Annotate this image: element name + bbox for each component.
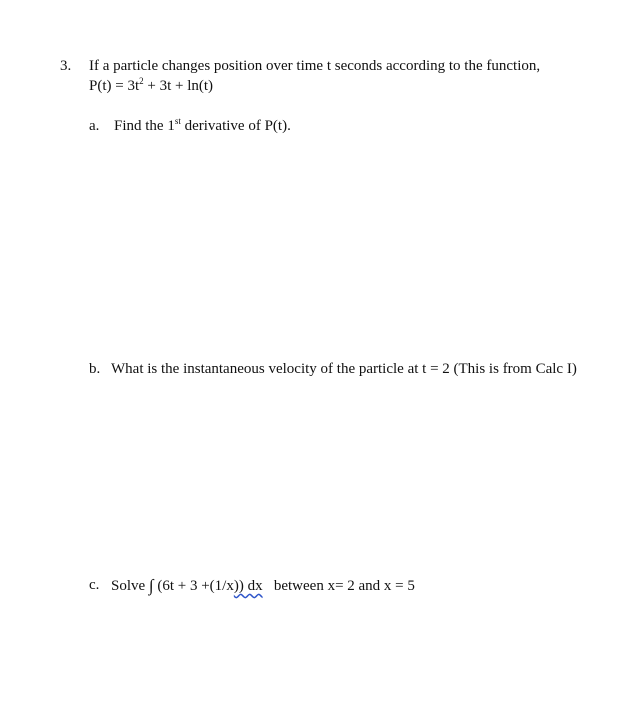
function-rhs: + 3t + ln(t) [143, 78, 214, 94]
part-a-text-post: derivative of P(t). [180, 118, 291, 134]
part-a-text-pre: Find the 1 [114, 118, 175, 134]
function-exponent: 2 [139, 76, 144, 86]
part-a-text [114, 117, 291, 135]
part-c-bounds: between x= 2 and x = 5 [273, 578, 415, 594]
function-lhs: P(t) = 3t [89, 78, 140, 94]
part-c-solve: Solve [111, 578, 146, 594]
part-c-letter: c. [89, 577, 100, 593]
part-c-integrand-spellcheck: )) dx [233, 578, 263, 594]
part-c-text [111, 576, 415, 595]
integral-sign: ∫ [148, 576, 154, 595]
part-a-letter: a. [89, 118, 100, 134]
part-a-superscript: st [174, 116, 181, 126]
question-intro: If a particle changes position over time t seconds according to the function, [89, 58, 541, 74]
function-definition [89, 77, 213, 95]
part-c-integrand: (6t + 3 +(1/x [153, 578, 234, 594]
part-b-text: What is the instantaneous velocity of the particle at t = 2 (This is from Calc I) [111, 361, 577, 377]
question-number: 3. [60, 58, 72, 74]
part-b-letter: b. [89, 361, 101, 377]
